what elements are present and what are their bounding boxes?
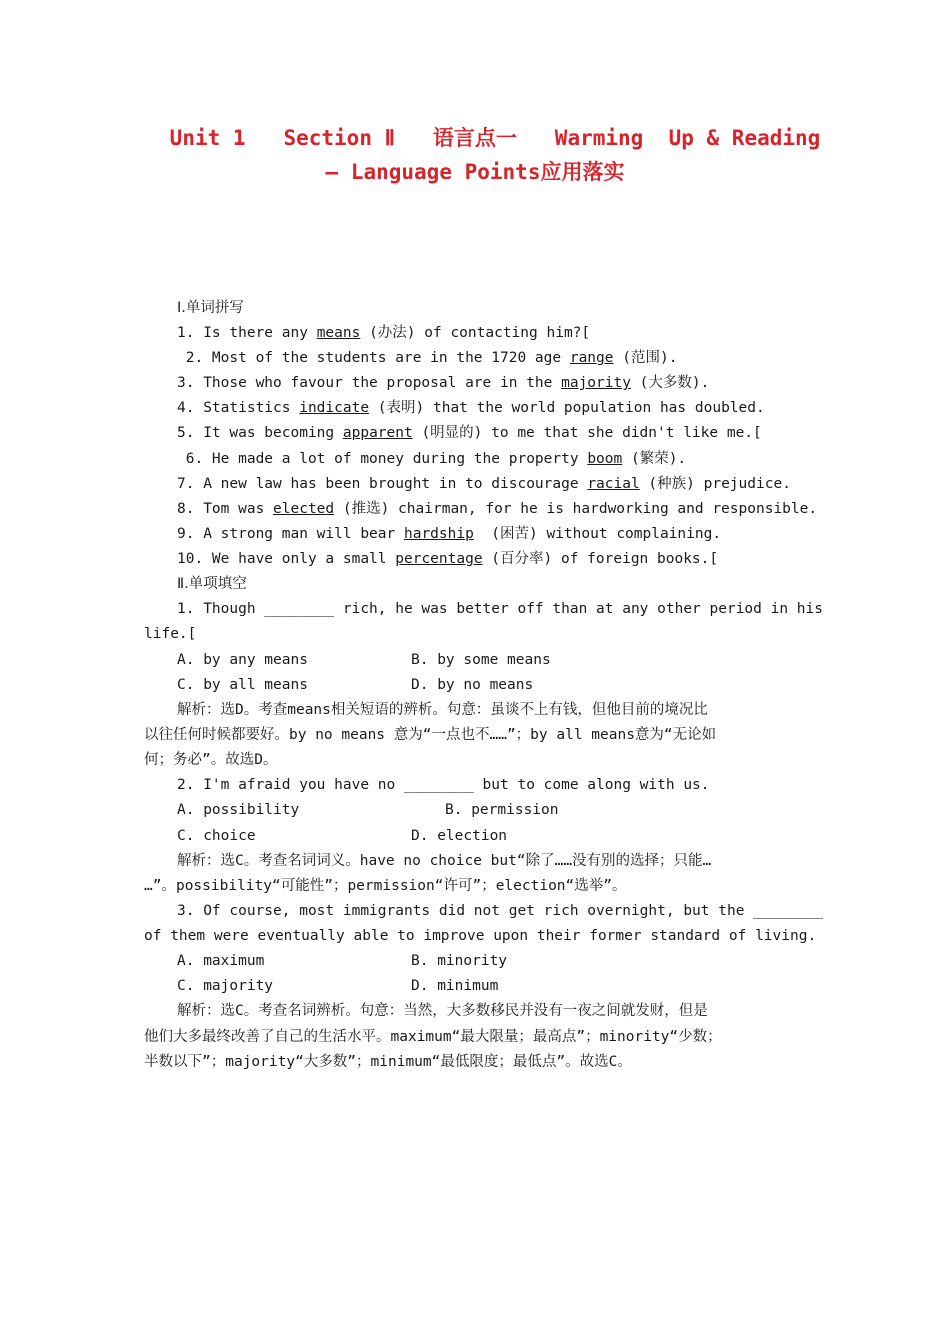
question-3-explanation: 解析：选C。考查名词辨析。句意：当然，大多数移民并没有一夜之间就发财，但是 <box>177 1003 708 1019</box>
vocab-answer: percentage <box>395 551 483 567</box>
vocab-item-3: 3. Those who favour the proposal are in the majority (大多数). <box>177 375 710 391</box>
question-1-option-d: D. by no means <box>411 677 534 693</box>
vocab-answer: hardship <box>403 526 474 542</box>
section2-heading: Ⅱ.单项填空 <box>177 576 247 592</box>
section1-heading: Ⅰ.单词拼写 <box>177 300 244 316</box>
question-3-option-c: C. majority <box>177 978 274 994</box>
question-1-option-c: C. by all means <box>177 677 308 693</box>
vocab-item-5: 5. It was becoming apparent (明显的) to me that she didn't like me.[ <box>177 425 762 441</box>
question-3-explanation-end: 半数以下”；majority“大多数”；minimum“最低限度；最低点”。故选C。 <box>144 1054 632 1070</box>
vocab-item-2: 2. Most of the students are in the 1720 age range (范围). <box>177 350 678 366</box>
vocab-answer: boom <box>587 451 623 467</box>
question-1-explanation: 解析：选D。考查means相关短语的辨析。句意：虽谈不上有钱，但他目前的境况比 <box>177 702 708 718</box>
question-1-explanation-end: 何；务必”。故选D。 <box>144 752 278 768</box>
vocab-item-7: 7. A new law has been brought in to discourage racial (种族) prejudice. <box>177 476 791 492</box>
question-3-explanation-cont: 他们大多最终改善了自己的生活水平。maximum“最大限量；最高点”；minority“少数； <box>144 1029 722 1045</box>
question-2-stem: 2. I'm afraid you have no ________ but to come along with us. <box>177 777 710 793</box>
document-title-line2: — Language Points应用落实 <box>325 160 625 184</box>
vocab-item-4: 4. Statistics indicate (表明) that the world population has doubled. <box>177 400 765 416</box>
vocab-answer: apparent <box>342 425 413 441</box>
question-2-option-b: B. permission <box>445 802 559 818</box>
question-3-option-b: B. minority <box>411 953 508 969</box>
vocab-answer: majority <box>561 375 631 391</box>
question-1-option-b: B. by some means <box>411 652 551 668</box>
vocab-answer: indicate <box>299 400 370 416</box>
question-1-option-a: A. by any means <box>177 652 308 668</box>
vocab-answer: means <box>316 325 361 341</box>
question-2-option-a: A. possibility <box>177 802 300 818</box>
question-1-stem: 1. Though ________ rich, he was better off than at any other period in his <box>177 601 824 617</box>
vocab-item-10: 10. We have only a small percentage (百分率) of foreign books.[ <box>177 551 719 567</box>
question-1-stem-cont: life.[ <box>144 626 197 642</box>
question-3-stem: 3. Of course, most immigrants did not get rich overnight, but the ________ <box>177 903 824 919</box>
question-2-explanation: 解析：选C。考查名词词义。have no choice but“除了……没有别的选择；只能… <box>177 853 712 869</box>
document-title-line1: Unit 1 Section Ⅱ 语言点一 Warming Up & Reading <box>169 126 821 150</box>
vocab-answer: elected <box>273 501 335 517</box>
question-2-option-c: C. choice <box>177 828 256 844</box>
question-3-option-a: A. maximum <box>177 953 265 969</box>
question-2-option-d: D. election <box>411 828 508 844</box>
vocab-item-1: 1. Is there any means (办法) of contacting him?[ <box>177 325 591 341</box>
question-1-explanation-cont: 以往任何时候都要好。by no means 意为“一点也不……”；by all means意为“无论如 <box>144 727 717 743</box>
vocab-item-8: 8. Tom was elected (推选) chairman, for he is hardworking and responsible. <box>177 501 818 517</box>
vocab-answer: racial <box>587 476 640 492</box>
question-2-explanation-cont: …”。possibility“可能性”；permission“许可”；election“选举”。 <box>144 878 627 894</box>
question-3-stem-cont: of them were eventually able to improve upon their former standard of living. <box>144 928 817 944</box>
vocab-item-6: 6. He made a lot of money during the property boom (繁荣). <box>177 451 687 467</box>
question-3-option-d: D. minimum <box>411 978 499 994</box>
vocab-item-9: 9. A strong man will bear hardship (困苦) without complaining. <box>177 526 722 542</box>
vocab-answer: range <box>569 350 614 366</box>
